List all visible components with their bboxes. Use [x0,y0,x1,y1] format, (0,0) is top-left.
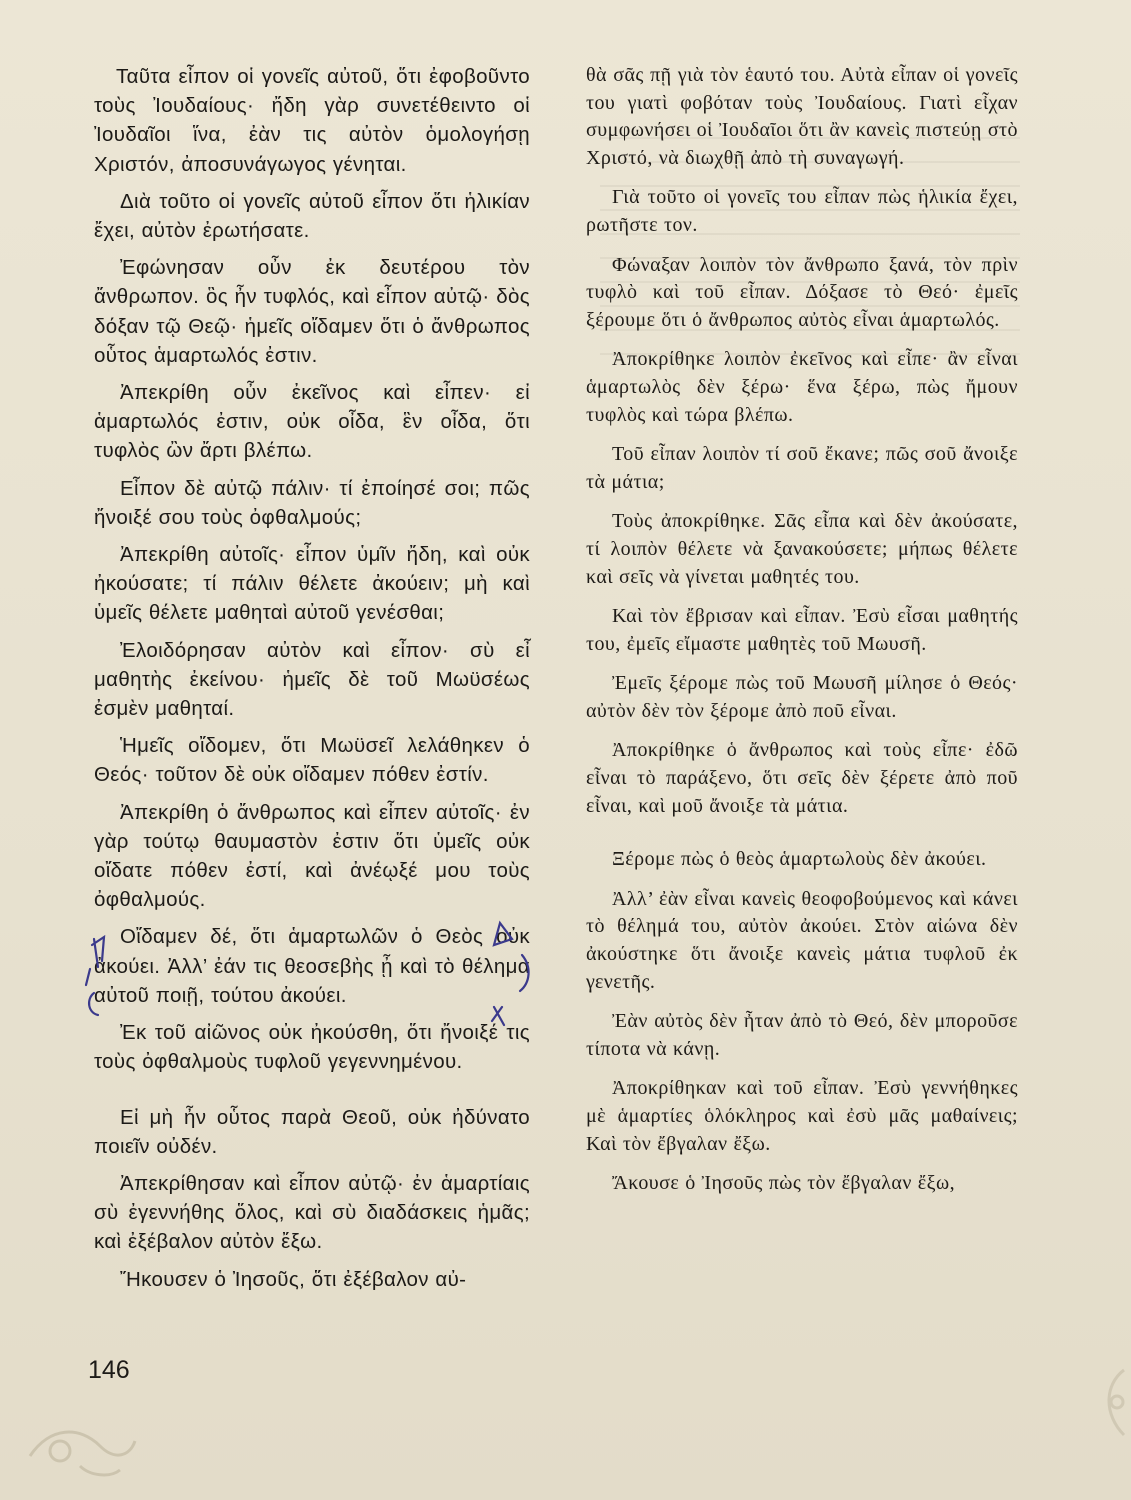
modern-greek-column [586,62,1018,1210]
right-paragraph: Ἀλλ’ ἐὰν εἶναι κανεὶς θεοφοβούμενος καὶ κάνει τὸ θέλημά του, αὐτὸν ἀκούει. Στὸν αἰώνα δὲν ἀκούστηκε ὅτι ἄνοιξε κανεὶς μάτια τυφλοῦ ἐκ γενετῆς. [586,887,1018,993]
right-paragraph: θὰ σᾶς πῇ γιὰ τὸν ἑαυτό του. Αὐτὰ εἶπαν οἱ γονεῖς του γιατὶ φοβόταν τοὺς Ἰουδαίους. Γιατὶ εἶχαν συμφωνήσει οἱ Ἰουδαῖοι ὅτι ἂν κανεὶς πιστεύῃ στὸ Χριστό, νὰ διωχθῇ ἀπὸ τὴ συναγωγή. [586,64,1018,169]
right-paragraph: Τοὺς ἀποκρίθηκε. Σᾶς εἶπα καὶ δὲν ἀκούσατε, τί λοιπὸν θέλετε νὰ ξανακούσετε; μήπως θέλετε καὶ σεῖς νὰ γίνεται μαθητές του. [586,510,1018,588]
right-paragraph: Τοῦ εἶπαν λοιπὸν τί σοῦ ἔκανε; πῶς σοῦ ἄνοιξε τὰ μάτια; [586,443,1018,493]
right-paragraph: Ἄκουσε ὁ Ἰησοῦς πὼς τὸν ἔβγαλαν ἔξω, [612,1172,956,1195]
left-paragraph: Ἀπεκρίθη αὐτοῖς· εἶπον ὑμῖν ἤδη, καὶ οὐκ ἠκούσατε; τί πάλιν θέλετε ἀκούειν; μὴ καὶ ὑμεῖς θέλετε μαθηταὶ αὐτοῦ γενέσθαι; [94,543,530,625]
right-paragraph: Ἐὰν αὐτὸς δὲν ἦταν ἀπὸ τὸ Θεό, δὲν μποροῦσε τίποτα νὰ κάνῃ. [586,1010,1018,1060]
right-paragraph: Ἀποκρίθηκε ὁ ἄνθρωπος καὶ τοὺς εἶπε· ἐδῶ εἶναι τὸ παράξενο, ὅτι σεῖς δὲν ξέρετε ἀπὸ ποῦ εἶναι, καὶ μοῦ ἄνοιξε τὰ μάτια. [586,739,1018,817]
left-paragraph: Ἐλοιδόρησαν αὐτὸν καὶ εἶπον· σὺ εἶ μαθητὴς ἐκείνου· ἡμεῖς δὲ τοῦ Μωϋσέως ἐσμὲν μαθηταί. [94,638,530,721]
right-paragraph: Καὶ τὸν ἔβρισαν καὶ εἶπαν. Ἐσὺ εἶσαι μαθητής του, ἐμεῖς εἴμαστε μαθητὲς τοῦ Μωυσῆ. [586,605,1018,655]
right-paragraph: Ξέρομε πὼς ὁ θεὸς ἁμαρτωλοὺς δὲν ἀκούει. [612,848,987,871]
left-paragraph: Ἡμεῖς οἴδομεν, ὅτι Μωϋσεῖ λελάθηκεν ὁ Θεός· τοῦτον δὲ οὐκ οἴδαμεν πόθεν ἐστίν. [94,734,530,787]
page-number: 146 [88,1356,130,1384]
left-paragraph: Εἶπον δὲ αὐτῷ πάλιν· τί ἐποίησέ σοι; πῶς ἤνοιξέ σου τοὺς ὀφθαλμούς; [94,476,530,529]
left-paragraph: Ἀπεκρίθη οὖν ἐκεῖνος καὶ εἶπεν· εἰ ἁμαρτωλός ἐστιν, οὐκ οἶδα, ἓν οἶδα, ὅτι τυφλὸς ὢν ἄρτι βλέπω. [94,381,530,463]
left-paragraph: Ἀπεκρίθη ὁ ἄνθρωπος καὶ εἶπεν αὐτοῖς· ἐν γὰρ τούτῳ θαυμαστὸν ἐστιν ὅτι ὑμεῖς οὐκ οἴδατε πόθεν ἐστί, καὶ ἀνέῳξέ μου τοὺς ὀφθαλμούς. [94,800,530,912]
left-paragraph: Ἐκ τοῦ αἰῶνος οὐκ ἠκούσθη, ὅτι ἤνοιξέ τις τοὺς ὀφθαλμοὺς τυφλοῦ γεγεννημένου. [94,1021,530,1074]
left-paragraph: Ταῦτα εἶπον οἱ γονεῖς αὐτοῦ, ὅτι ἐφοβοῦντο τοὺς Ἰουδαίους· ἤδη γὰρ συνετέθειντο οἱ Ἰουδαῖοι ἵνα, ἐὰν τις αὐτὸν ὁμολογήσῃ Χριστόν, ἀποσυνάγωγος γένηται. [94,65,530,176]
left-paragraph: Ἐφώνησαν οὖν ἐκ δευτέρου τὸν ἄνθρωπον. ὃς ἦν τυφλός, καὶ εἶπον αὐτῷ· δὸς δόξαν τῷ Θεῷ· ἡμεῖς οἴδαμεν ὅτι ὁ ἄνθρωπος οὗτος ἁμαρτωλός ἐστιν. [94,256,530,367]
right-paragraph: Ἀποκρίθηκε λοιπὸν ἐκεῖνος καὶ εἶπε· ἂν εἶναι ἁμαρτωλὸς δὲν ξέρω· ἕνα ξέρω, πὼς ἤμουν τυφλὸς καὶ τώρα βλέπω. [586,348,1018,426]
left-paragraph: Ἤκουσεν ὁ Ἰησοῦς, ὅτι ἐξέβαλον αὐ- [120,1267,467,1291]
left-paragraph: Διὰ τοῦτο οἱ γονεῖς αὐτοῦ εἶπον ὅτι ἡλικίαν ἔχει, αὐτὸν ἐρωτήσατε. [94,189,530,243]
right-paragraph: Ἀποκρίθηκαν καὶ τοῦ εἶπαν. Ἐσὺ γεννήθηκες μὲ ἁμαρτίες ὁλόκληρος καὶ ἐσὺ μᾶς μαθαίνεις; Καὶ τὸν ἔβγαλαν ἔξω. [586,1077,1018,1155]
right-paragraph: Φώναξαν λοιπὸν τὸν ἄνθρωπο ξανά, τὸν πρὶν τυφλὸ καὶ τοῦ εἶπαν. Δόξασε τὸ Θεό· ἐμεῖς ξέρουμε ὅτι ὁ ἄνθρωπος αὐτὸς εἶναι ἁμαρτωλός. [586,253,1018,331]
floral-ornament-icon [1089,1360,1129,1450]
floral-ornament-icon [20,1396,140,1486]
left-paragraph: Εἰ μὴ ἦν οὗτος παρὰ Θεοῦ, οὐκ ἠδύνατο ποιεῖν οὐδέν. [94,1105,530,1158]
left-paragraph: Οἴδαμεν δέ, ὅτι ἁμαρτωλῶν ὁ Θεὸς οὐκ ἀκούει. Ἀλλ’ ἐάν τις θεοσεβὴς ᾖ καὶ τὸ θέλημα αὐτοῦ ποιῇ, τούτου ἀκούει. [94,925,530,1007]
ancient-greek-column [94,62,530,1302]
right-paragraph: Γιὰ τοῦτο οἱ γονεῖς του εἶπαν πὼς ἡλικία ἔχει, ρωτῆστε τον. [586,186,1018,236]
right-paragraph: Ἐμεῖς ξέρομε πὼς τοῦ Μωυσῆ μίλησε ὁ Θεός· αὐτὸν δὲν τὸν ξέρομε ἀπὸ ποῦ εἶναι. [586,672,1018,722]
left-paragraph: Ἀπεκρίθησαν καὶ εἶπον αὐτῷ· ἐν ἁμαρτίαις σὺ ἐγεννήθης ὅλος, καὶ σὺ διαδάσκεις ἡμᾶς; καὶ ἐξέβαλον αὐτὸν ἔξω. [94,1171,530,1254]
